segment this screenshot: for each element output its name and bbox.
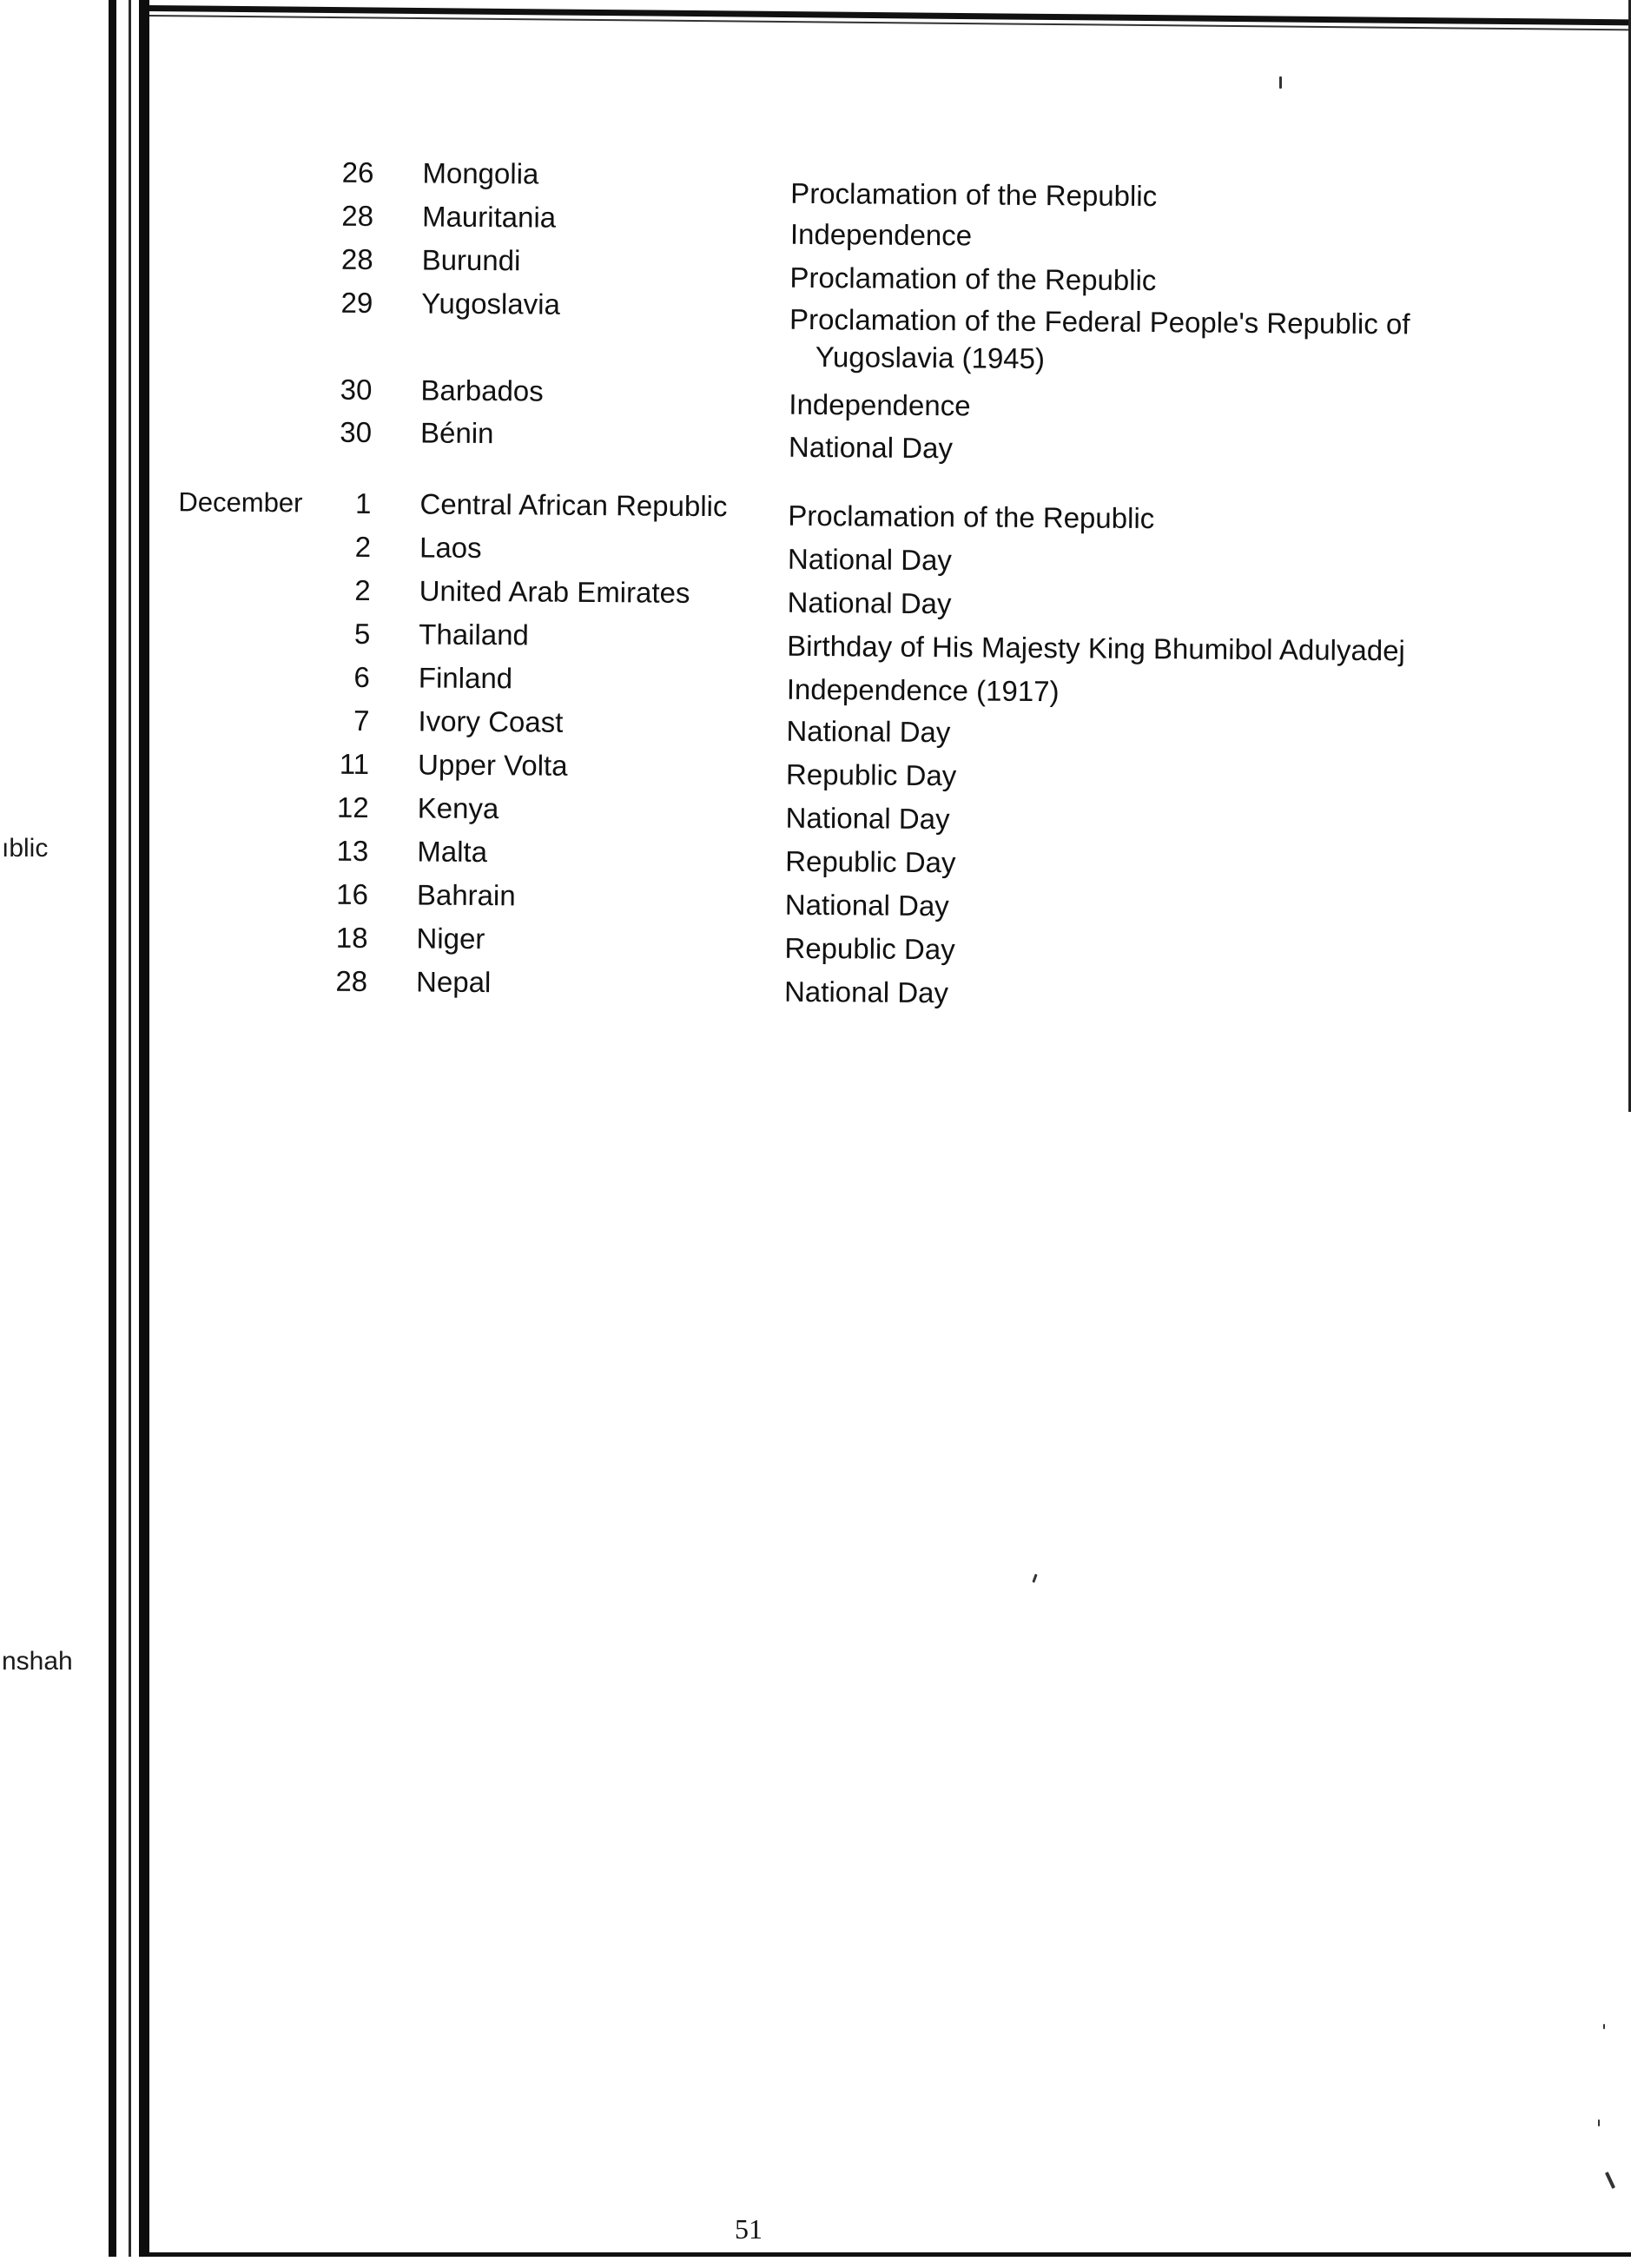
list-row <box>147 239 1449 297</box>
occasion-text: Independence <box>789 387 971 422</box>
day-number: 28 <box>340 242 373 276</box>
country-name: Mauritania <box>421 200 557 234</box>
scan-speck <box>1603 2024 1605 2029</box>
occasion-text: National Day <box>787 585 952 620</box>
occasion-text: Republic Day <box>785 757 957 792</box>
day-number: 12 <box>336 790 369 824</box>
page-number: 51 <box>735 2213 763 2245</box>
occasion-text: Birthday of His Majesty King Bhumibol Adulyadej <box>787 629 1406 667</box>
day-number: 6 <box>353 660 371 694</box>
list-row <box>142 961 1444 1009</box>
list-row <box>143 700 1446 749</box>
country-name: Central African Republic <box>419 487 728 523</box>
country-name: Nepal <box>415 965 492 999</box>
day-number: 29 <box>340 286 373 320</box>
day-number: 13 <box>336 834 369 868</box>
occasion-text: National Day <box>787 542 953 577</box>
country-name: Ivory Coast <box>418 704 564 738</box>
month-label: December <box>178 486 303 519</box>
day-number: 30 <box>340 373 373 407</box>
country-name: United Arab Emirates <box>419 574 690 609</box>
day-number: 1 <box>354 486 372 520</box>
country-name: Malta <box>417 835 488 869</box>
occasion-text: Republic Day <box>785 844 956 879</box>
day-number: 16 <box>336 877 369 911</box>
country-name: Mongolia <box>422 156 539 190</box>
occasion-text: Independence <box>789 217 973 252</box>
list-row <box>148 195 1450 252</box>
occasion-text: Proclamation of the Republic <box>789 261 1157 297</box>
list-row <box>145 570 1448 618</box>
occasion-text: Proclamation of the Federal People's Republic of <box>789 302 1410 341</box>
country-name: Bénin <box>419 416 494 450</box>
country-name: Burundi <box>421 243 521 277</box>
occasion-text: National Day <box>788 430 954 465</box>
day-number: 2 <box>354 573 371 607</box>
scan-speck <box>1279 76 1282 89</box>
list-row <box>146 412 1449 465</box>
list-row <box>142 830 1445 879</box>
day-number: 18 <box>335 921 368 955</box>
country-name: Kenya <box>417 791 499 825</box>
occasion-text: National Day <box>784 888 949 922</box>
country-name: Upper Volta <box>417 748 568 782</box>
binding-thin-line <box>129 0 131 2257</box>
day-number: 30 <box>340 415 373 449</box>
list-row <box>148 152 1450 213</box>
holiday-list <box>132 0 1631 2268</box>
day-number: 11 <box>339 747 370 781</box>
facing-page-fragment: ıblic <box>2 834 49 863</box>
binding-spine-line <box>109 0 116 2257</box>
occasion-text: National Day <box>783 975 949 1009</box>
list-row <box>143 744 1446 792</box>
occasion-text: Republic Day <box>784 931 955 966</box>
country-name: Yugoslavia <box>421 287 561 321</box>
country-name: Barbados <box>420 374 544 407</box>
day-number: 28 <box>341 199 374 233</box>
list-row <box>147 282 1450 380</box>
facing-page-strip <box>0 0 109 2257</box>
day-number: 2 <box>354 530 372 564</box>
day-number: 7 <box>353 704 370 737</box>
occasion-text-continued: Yugoslavia (1945) <box>815 341 1046 375</box>
country-name: Laos <box>419 531 482 565</box>
list-row <box>143 787 1446 836</box>
list-row <box>145 483 1448 535</box>
list-row <box>144 613 1447 667</box>
country-name: Finland <box>418 661 513 695</box>
country-name: Niger <box>416 922 485 955</box>
occasion-text: Independence (1917) <box>786 672 1060 708</box>
occasion-text: Proclamation of the Republic <box>790 176 1158 213</box>
occasion-text: Proclamation of the Republic <box>788 499 1155 535</box>
scan-speck <box>1598 2119 1600 2126</box>
day-number: 28 <box>335 964 368 998</box>
occasion-text: National Day <box>785 801 950 836</box>
list-row <box>142 874 1445 922</box>
list-row <box>142 917 1444 966</box>
list-row <box>145 526 1448 575</box>
occasion-text: National Day <box>786 714 951 749</box>
country-name: Bahrain <box>416 878 516 912</box>
facing-page-fragment: nshah <box>2 1647 73 1676</box>
country-name: Thailand <box>419 618 530 651</box>
day-number: 5 <box>353 617 371 651</box>
day-number: 26 <box>341 155 374 189</box>
